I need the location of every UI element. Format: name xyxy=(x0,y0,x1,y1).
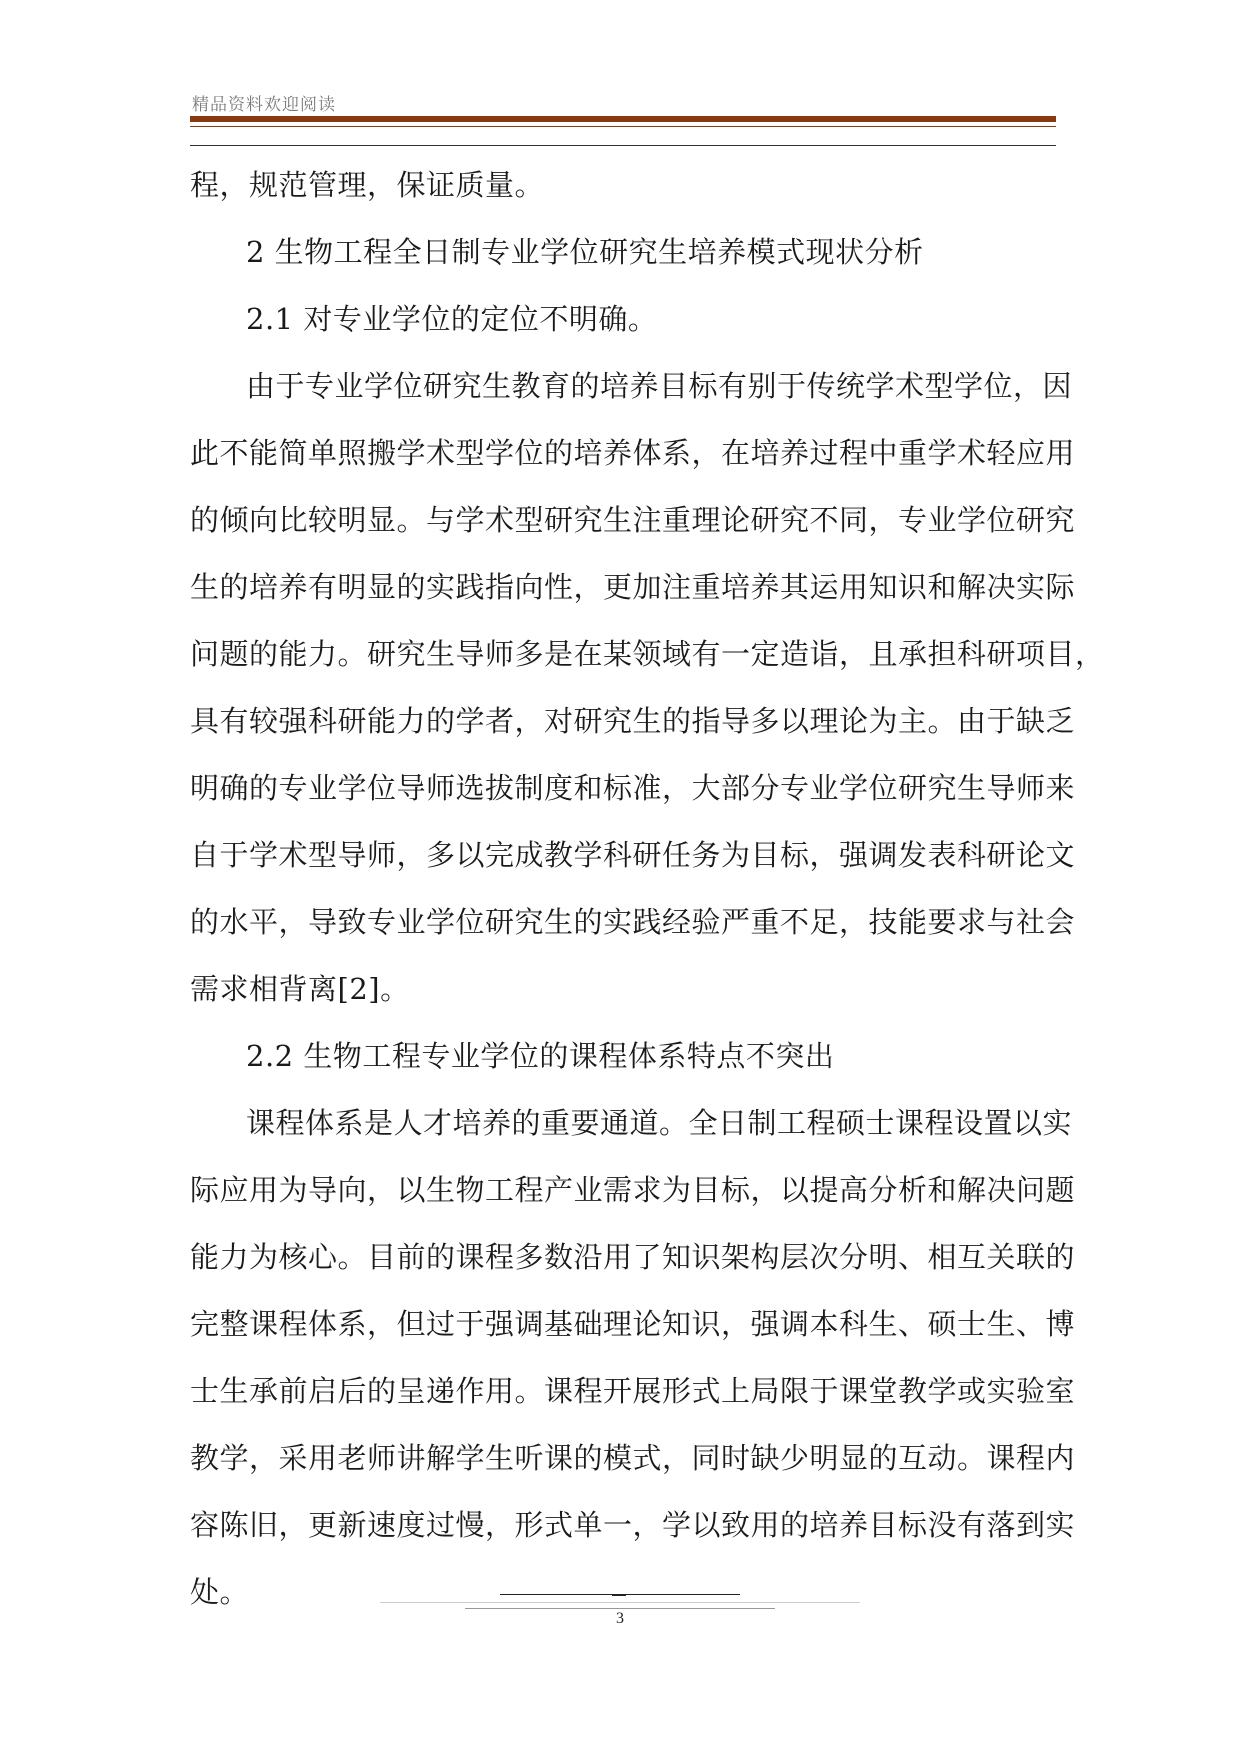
paragraph-line: 自于学术型导师，多以完成教学科研任务为目标，强调发表科研论文 xyxy=(190,838,1076,872)
subsection-heading-2-2: 2.2 生物工程专业学位的课程体系特点不突出 xyxy=(246,1039,835,1073)
paragraph-line: 的倾向比较明显。与学术型研究生注重理论研究不同，专业学位研究 xyxy=(190,503,1076,537)
section-heading-2: 2 生物工程全日制专业学位研究生培养模式现状分析 xyxy=(246,235,924,269)
page-header xyxy=(190,86,1056,146)
paragraph-line: 明确的专业学位导师选拔制度和标准，大部分专业学位研究生导师来 xyxy=(190,771,1076,805)
footer-rule xyxy=(465,1608,775,1609)
paragraph-line: 教学，采用老师讲解学生听课的模式，同时缺少明显的互动。课程内 xyxy=(190,1441,1076,1475)
page-footer xyxy=(380,1594,860,1654)
paragraph-line: 完整课程体系，但过于强调基础理论知识，强调本科生、硕士生、博 xyxy=(190,1307,1076,1341)
subsection-heading-2-1: 2.1 对专业学位的定位不明确。 xyxy=(246,302,658,336)
page-number: 3 xyxy=(616,1610,624,1627)
paragraph-line: 际应用为导向，以生物工程产业需求为目标，以提高分析和解决问题 xyxy=(190,1173,1076,1207)
paragraph-line: 课程体系是人才培养的重要通道。全日制工程硕士课程设置以实 xyxy=(246,1106,1073,1140)
header-rule-thin xyxy=(190,126,1056,127)
paragraph-line: 士生承前启后的呈递作用。课程开展形式上局限于课堂教学或实验室 xyxy=(190,1374,1076,1408)
body-top-rule xyxy=(190,145,1056,146)
footer-rule xyxy=(380,1602,860,1603)
header-rule-thick xyxy=(190,116,1056,122)
paragraph-line: 的水平，导致专业学位研究生的实践经验严重不足，技能要求与社会 xyxy=(190,905,1076,939)
continuation-line: 程，规范管理，保证质量。 xyxy=(190,168,545,202)
paragraph-line: 具有较强科研能力的学者，对研究生的指导多以理论为主。由于缺乏 xyxy=(190,704,1076,738)
paragraph-line: 容陈旧，更新速度过慢，形式单一，学以致用的培养目标没有落到实 xyxy=(190,1508,1076,1542)
paragraph-line: 问题的能力。研究生导师多是在某领域有一定造诣，且承担科研项目， xyxy=(190,637,1105,671)
paragraph-line: 能力为核心。目前的课程多数沿用了知识架构层次分明、相互关联的 xyxy=(190,1240,1076,1274)
paragraph-line: 需求相背离[2]。 xyxy=(190,972,410,1006)
document-body xyxy=(190,152,1105,1626)
paragraph-line: 由于专业学位研究生教育的培养目标有别于传统学术型学位，因 xyxy=(246,369,1073,403)
paragraph-line: 生的培养有明显的实践指向性，更加注重培养其运用知识和解决实际 xyxy=(190,570,1076,604)
paragraph-line: 处。 xyxy=(190,1575,250,1609)
footer-dash xyxy=(612,1594,626,1596)
paragraph-line: 此不能简单照搬学术型学位的培养体系，在培养过程中重学术轻应用 xyxy=(190,436,1076,470)
header-text: 精品资料欢迎阅读 xyxy=(192,95,336,115)
